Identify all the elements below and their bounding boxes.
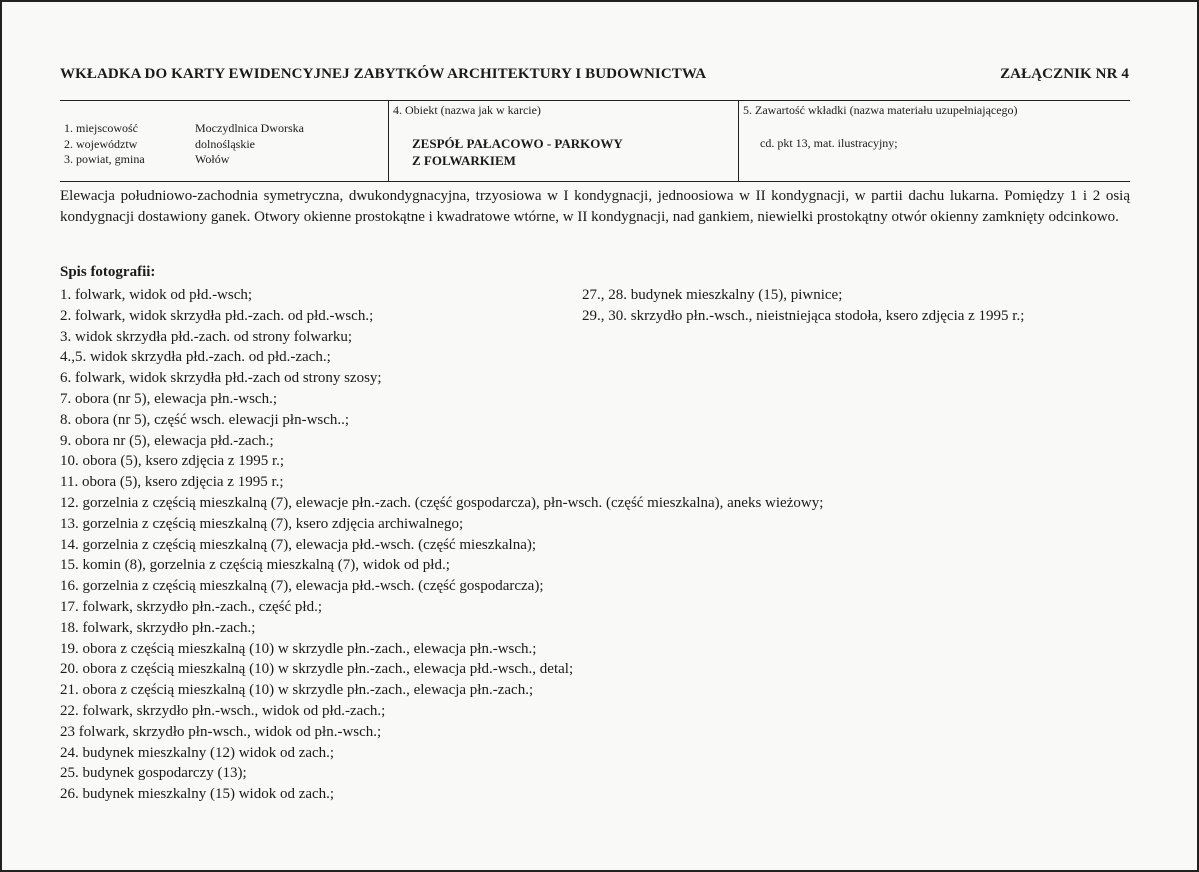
- photo-list-item: 11. obora (5), ksero zdjęcia z 1995 r.;: [60, 474, 284, 491]
- photo-list-item: 21. obora z częścią mieszkalną (10) w skrzydle płn.-zach., elewacja płn.-zach.;: [60, 682, 534, 699]
- photo-list-item: 17. folwark, skrzydło płn.-zach., część płd.;: [60, 598, 322, 615]
- photo-list-title: Spis fotografii:: [60, 264, 156, 280]
- photo-list-item: 23 folwark, skrzydło płn-wsch., widok od płn.-wsch.;: [60, 723, 382, 740]
- object-name-line1: ZESPÓŁ PAŁACOWO - PARKOWY: [412, 136, 623, 151]
- photo-list-item: 9. obora nr (5), elewacja płd.-zach.;: [60, 432, 274, 449]
- location-label-county: 3. powiat, gmina: [64, 152, 145, 166]
- photo-list-right: [582, 285, 1024, 327]
- document-title: WKŁADKA DO KARTY EWIDENCYJNEJ ZABYTKÓW ARCHITEKTURY I BUDOWNICTWA: [60, 66, 707, 82]
- elevation-description: Elewacja południowo-zachodnia symetryczna, dwukondygnacyjna, trzyosiowa w I kondygnacji, jednoosiowa w II kondygnacji, w partii dachu lukarna. Pomiędzy 1 i 2 osią kondygnacji dostawiony ganek. Otwory okienne prostokątne i kwadratowe wtórne, w II kondygnacji, nad gankiem, niewielki prostokątny otwór okienny zamknięty odcinkowo.: [60, 188, 1130, 225]
- photo-list-item: 10. obora (5), ksero zdjęcia z 1995 r.;: [60, 453, 285, 470]
- photo-list-item: 22. folwark, skrzydło płn.-wsch., widok od płd.-zach.;: [60, 702, 386, 719]
- photo-list-item: 19. obora z częścią mieszkalną (10) w skrzydle płn.-zach., elewacja płn.-wsch.;: [60, 640, 537, 657]
- location-value-voivodeship: dolnośląskie: [195, 137, 255, 151]
- photo-list-item: 4.,5. widok skrzydła płd.-zach. od płd.-zach.;: [60, 349, 331, 366]
- photo-list-item: 6. folwark, widok skrzydła płd.-zach od strony szosy;: [60, 370, 382, 387]
- photo-list-item: 29., 30. skrzydło płn.-wsch., nieistniejąca stodoła, ksero zdjęcia z 1995 r.;: [582, 307, 1025, 324]
- location-value-county: Wołów: [195, 152, 230, 166]
- insert-label: 5. Zawartość wkładki (nazwa materiału uzupełniającego): [743, 103, 1018, 117]
- photo-list-item: 27., 28. budynek mieszkalny (15), piwnice;: [582, 287, 843, 303]
- photo-list-item: 1. folwark, widok od płd.-wsch;: [60, 287, 253, 303]
- location-label-town: 1. miejscowość: [64, 121, 138, 135]
- photo-list-item: 26. budynek mieszkalny (15) widok od zach.;: [60, 786, 335, 803]
- column-divider-object: [388, 100, 389, 181]
- table-top-rule: [60, 100, 1130, 101]
- photo-list-item: 20. obora z częścią mieszkalną (10) w skrzydle płn.-zach., elewacja płd.-wsch., detal;: [60, 661, 574, 678]
- object-label: 4. Obiekt (nazwa jak w karcie): [393, 103, 541, 117]
- photo-list-left: [60, 285, 823, 805]
- photo-list-item: 13. gorzelnia z częścią mieszkalną (7), ksero zdjęcia archiwalnego;: [60, 515, 464, 532]
- insert-value: cd. pkt 13, mat. ilustracyjny;: [760, 136, 898, 150]
- column-divider-insert: [738, 100, 739, 181]
- photo-list-item: 7. obora (nr 5), elewacja płn.-wsch.;: [60, 390, 278, 407]
- photo-list-item: 18. folwark, skrzydło płn.-zach.;: [60, 619, 256, 636]
- photo-list-item: 3. widok skrzydła płd.-zach. od strony folwarku;: [60, 328, 353, 345]
- location-label-voivodeship: 2. województw: [64, 137, 138, 151]
- annex-number: ZAŁĄCZNIK NR 4: [1000, 66, 1129, 82]
- photo-list-item: 24. budynek mieszkalny (12) widok od zach.;: [60, 744, 335, 761]
- table-bottom-rule: [60, 181, 1130, 182]
- photo-list-item: 8. obora (nr 5), część wsch. elewacji płn-wsch..;: [60, 411, 350, 428]
- photo-list-item: 25. budynek gospodarczy (13);: [60, 765, 247, 782]
- location-value-town: Moczydlnica Dworska: [195, 121, 304, 135]
- photo-list-item: 16. gorzelnia z częścią mieszkalną (7), elewacja płd.-wsch. (część gospodarcza);: [60, 578, 544, 595]
- object-name-line2: Z FOLWARKIEM: [412, 153, 516, 168]
- photo-list-item: 14. gorzelnia z częścią mieszkalną (7), elewacja płd.-wsch. (część mieszkalna);: [60, 536, 537, 553]
- photo-list-item: 2. folwark, widok skrzydła płd.-zach. od płd.-wsch.;: [60, 307, 374, 324]
- photo-list-item: 15. komin (8), gorzelnia z częścią mieszkalną (7), widok od płd.;: [60, 557, 450, 574]
- photo-list-item: 12. gorzelnia z częścią mieszkalną (7), elewacje płn.-zach. (część gospodarcza), płn-wsch. (część mieszkalna), aneks wieżowy;: [60, 494, 824, 511]
